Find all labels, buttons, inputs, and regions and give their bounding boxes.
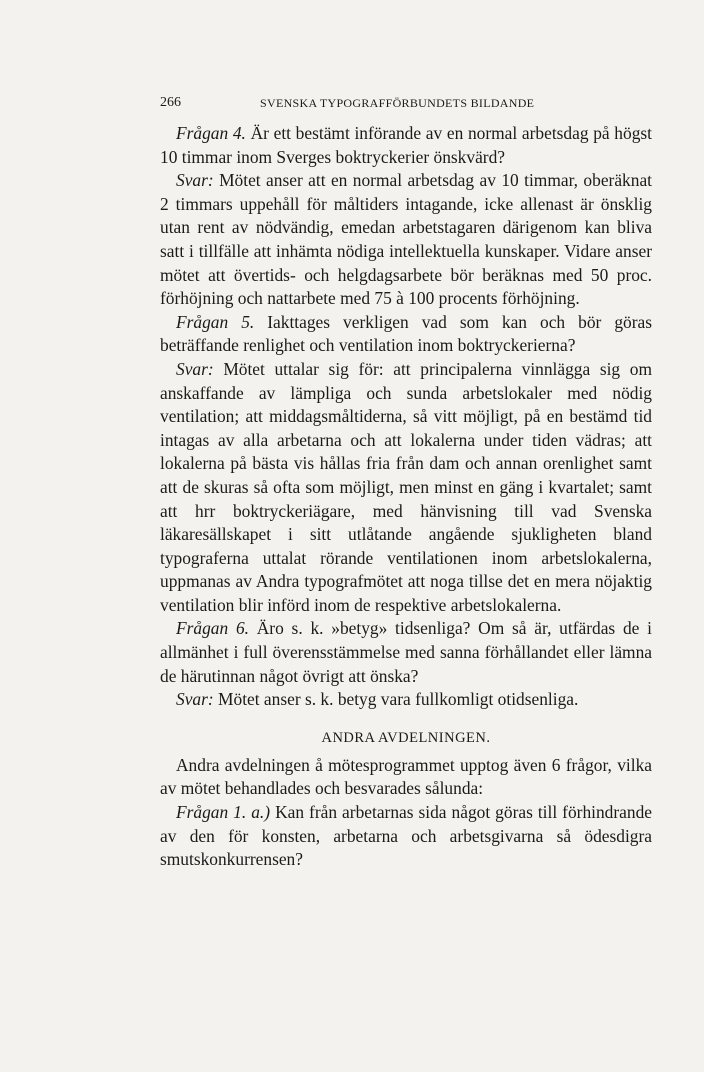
page-header [160, 93, 652, 113]
paragraph-text: Är ett bestämt införande av en normal arbetsdag på högst 10 timmar inom Sverges boktryckerier önskvärd? [160, 123, 652, 167]
answer-label: Svar: [176, 170, 214, 191]
paragraph-fragan-4 [160, 122, 652, 169]
paragraph-text: Andra avdelningen å mötesprogrammet upptog även 6 frågor, vilka av mötet behandlades och besvarades sålunda: [160, 754, 652, 799]
paragraph-text: Kan från arbetarnas sida något göras till förhindrande av den för konsten, arbetarna och arbetsgivarna så ödesdigra smutskonkurrensen? [160, 802, 652, 870]
paragraph-fragan-6 [160, 617, 652, 688]
paragraph-text: Iakttages verkligen vad som kan och bör göras beträffande renlighet och ventilation inom boktryckerierna? [160, 311, 652, 356]
running-title: SVENSKA TYPOGRAFFÖRBUNDETS BILDANDE [260, 96, 535, 110]
question-label: Frågan 4. [176, 123, 246, 143]
question-label: Frågan 1. a.) [176, 802, 271, 823]
paragraph-intro [160, 754, 652, 801]
paragraph-svar-6 [160, 688, 652, 712]
answer-label: Svar: [176, 358, 214, 379]
paragraph-svar-5 [160, 358, 652, 618]
paragraph-fragan-5 [160, 311, 652, 358]
paragraph-svar-4 [160, 169, 652, 311]
body-text [160, 122, 652, 872]
paragraph-text: Mötet anser s. k. betyg vara fullkomligt otidsenliga. [218, 689, 579, 710]
paragraph-fragan-1a [160, 801, 652, 872]
paragraph-text: Mötet anser att en normal arbetsdag av 10 timmar, oberäknat 2 timmars uppehåll för måltiders intagande, icke allenast är önsklig utan rent av nödvändig, emedan arbetstagaren därigenom kan bliva satt i tillfälle att inhämta nödiga intellektuella kunskaper. Vidare anser mötet att övertids- och helgdagsarbete bör beräknas med 50 proc. förhöjning och nattarbete med 75 à 100 procents förhöjning. [160, 170, 652, 309]
paragraph-text: Mötet uttalar sig för: att principalerna vinnlägga sig om anskaffande av lämpliga och sunda arbetslokaler med nödig ventilation; att middagsmåltiderna, så vitt möjligt, på en bestämd tid intagas av alla arbetarna och att lokalerna under tiden vädras; att lokalerna på bästa vis hållas fria från dam och annan orenlighet samt att de skuras så ofta som möjligt, men minst en gäng i kvartalet; samt att hrr boktryckeriägare, med hänvisning till vad Svenska läkaresällskapet i sitt utlåtande angående sjukligheten bland typograferna uttalat rörande ventilationen inom arbetslokalerna, uppmanas av Andra typografmötet att noga tillse det en mera nöjaktig ventilation blir införd inom de respektive arbetslokalerna. [160, 358, 652, 615]
paragraph-text: Äro s. k. »betyg» tidsenliga? Om så är, utfärdas de i allmänhet i full överensstämmelse med sanna förhållandet eller lämna de härutinnan något övrigt att önska? [160, 618, 652, 686]
page-number: 266 [160, 95, 181, 110]
answer-label: Svar: [176, 689, 214, 710]
section-heading: ANDRA AVDELNINGEN. [321, 729, 491, 746]
question-label: Frågan 6. [176, 618, 249, 639]
question-label: Frågan 5. [176, 311, 255, 332]
